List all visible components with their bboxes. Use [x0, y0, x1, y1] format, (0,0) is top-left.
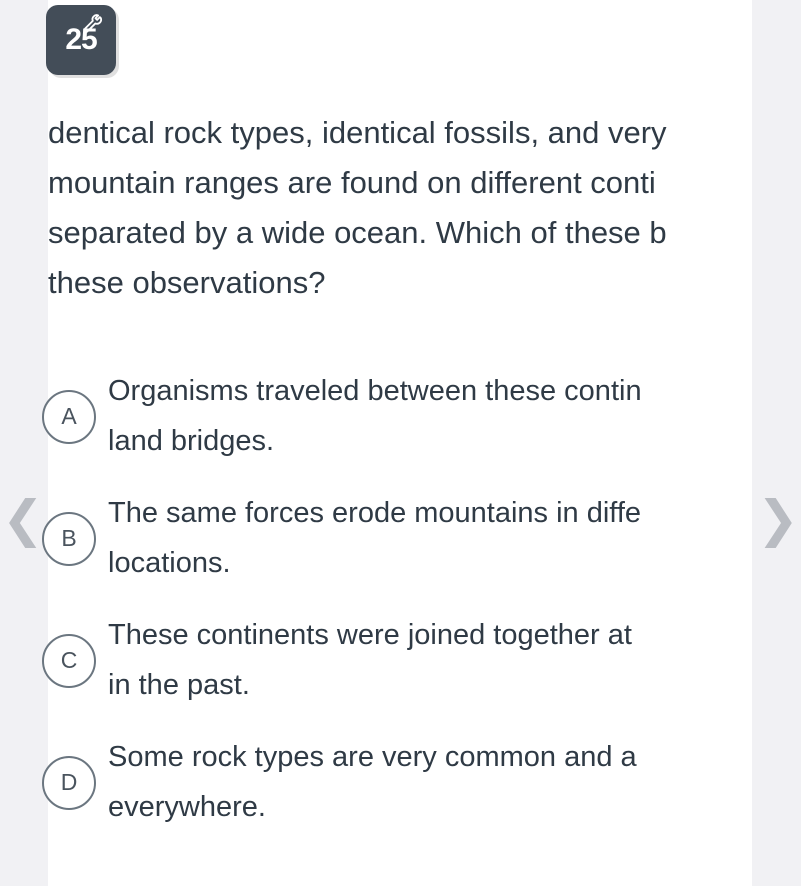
answer-choice-d[interactable] [42, 732, 801, 836]
choice-letter-d[interactable]: D [42, 756, 96, 810]
choice-text-c [108, 610, 801, 710]
choice-letter-b[interactable]: B [42, 512, 96, 566]
choice-text-a [108, 366, 801, 466]
question-line: these observations? [48, 265, 326, 300]
question-line: separated by a wide ocean. Which of these b [48, 215, 667, 250]
question-line: dentical rock types, identical fossils, and very [48, 115, 667, 150]
wrench-icon [82, 13, 104, 35]
choice-text-d [108, 732, 801, 832]
choice-letter-a[interactable]: A [42, 390, 96, 444]
choice-line: These continents were joined together at [108, 619, 632, 651]
answer-choices [42, 366, 801, 854]
question-text [48, 108, 801, 308]
question-number-label: 25 [65, 23, 97, 56]
choice-line: land bridges. [108, 425, 275, 457]
question-number-badge [46, 5, 116, 75]
previous-question-arrow[interactable]: ❮ [2, 491, 44, 547]
choice-text-b [108, 488, 801, 588]
question-line: mountain ranges are found on different conti [48, 165, 656, 200]
choice-line: Some rock types are very common and a [108, 741, 637, 773]
choice-letter-c[interactable]: C [42, 634, 96, 688]
choice-line: everywhere. [108, 791, 266, 823]
choice-line: Organisms traveled between these contin [108, 375, 642, 407]
next-question-arrow[interactable]: ❯ [757, 491, 799, 547]
answer-choice-b[interactable] [42, 488, 801, 592]
answer-choice-a[interactable] [42, 366, 801, 470]
choice-line: locations. [108, 547, 231, 579]
choice-line: in the past. [108, 669, 250, 701]
answer-choice-c[interactable] [42, 610, 801, 714]
choice-line: The same forces erode mountains in diffe [108, 497, 642, 529]
left-edge-strip [0, 0, 48, 886]
